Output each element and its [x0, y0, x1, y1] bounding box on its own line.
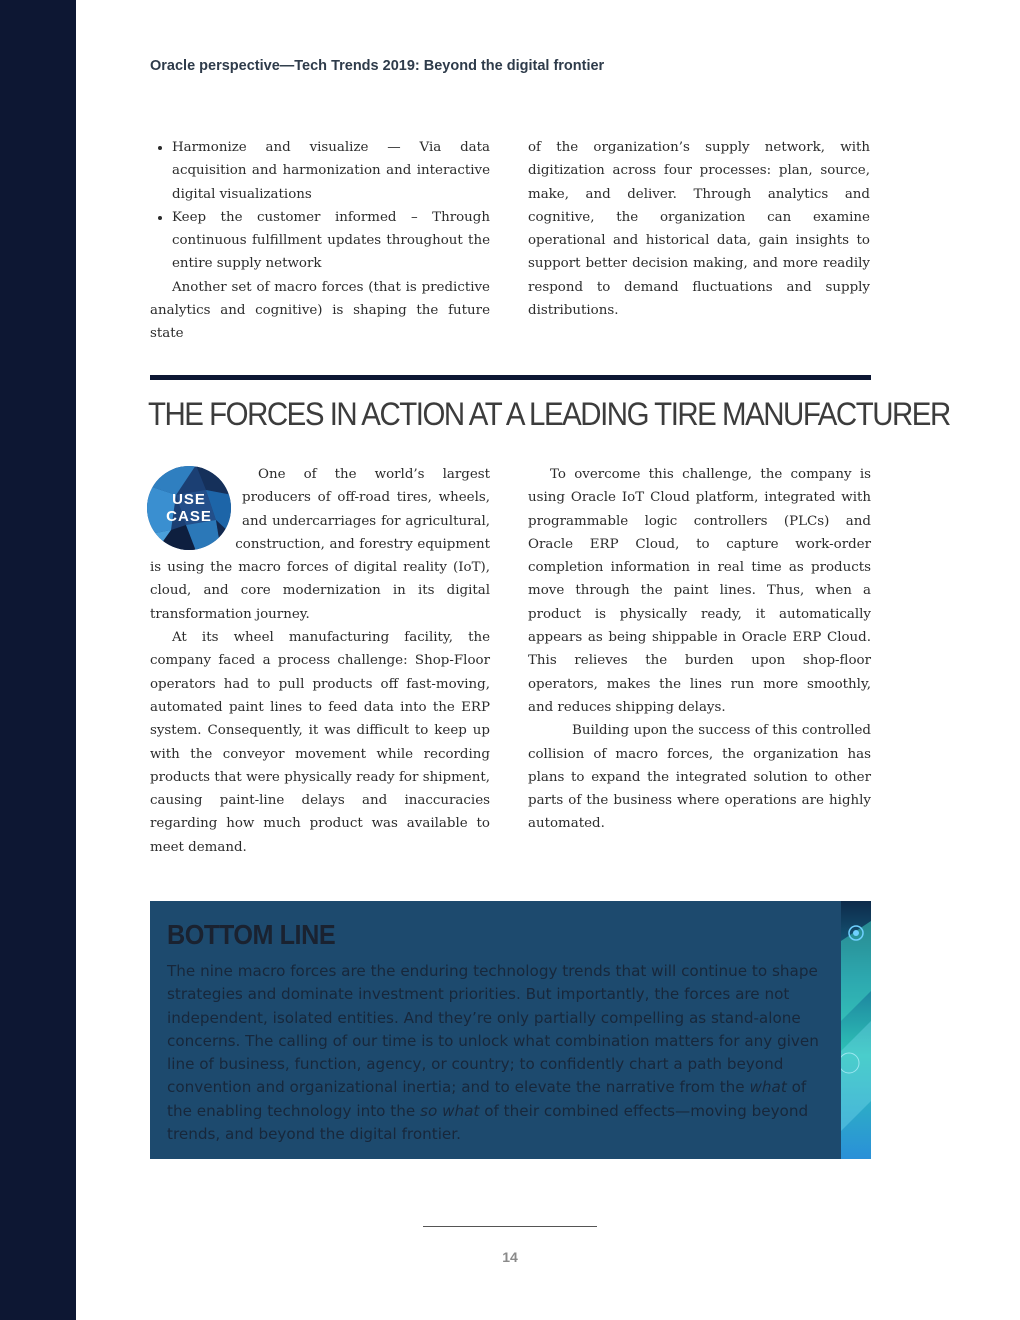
use-case-left-column — [150, 463, 490, 859]
badge-line: CASE — [166, 508, 212, 525]
paragraph: Another set of macro forces (that is predictive analytics and cognitive) is shaping the future state — [150, 279, 490, 342]
paragraph: of the organization’s supply network, with digitization across four processes: plan, source, make, and deliver. Through analytics and cognitive, the organization can examine operational and historical data, gain insights to support better decision making, and more readily respond to demand fluctuations and supply distributions. — [528, 140, 870, 319]
bottom-line-text-part: of the enabling technology into the — [167, 1078, 807, 1120]
use-case-right-column — [528, 463, 871, 836]
left-sidebar-band — [0, 0, 76, 1320]
use-case-badge — [146, 465, 232, 551]
paragraph: One of the world’s largest producers of off-road tires, wheels, and undercarriages for agricultural, construction, and forestry equipment is using the macro forces of digital reality (IoT), cloud, and core modernization in its digital transformation journey. — [150, 467, 490, 622]
bottom-line-text-part: The nine macro forces are the enduring technology trends that will continue to shape strategies and dominate investment priorities. But importantly, the forces are not independent, isolated entities. And they’re only partially compelling as stand-alone concerns. The calling of our time is to unlock what combination matters for any given line of business, function, agency, or country; to confidently chart a path beyond convention and organizational inertia; and to elevate the narrative from the — [167, 962, 819, 1097]
section-heading: THE FORCES IN ACTION AT A LEADING TIRE MANUFACTURER — [148, 396, 950, 432]
decorative-art-strip — [841, 901, 871, 1159]
bottom-line-box — [150, 901, 871, 1159]
bottom-line-emphasis: what — [749, 1078, 787, 1097]
page-number: 14 — [502, 1249, 518, 1265]
bullet-list — [150, 136, 490, 276]
paragraph: At its wheel manufacturing facility, the company faced a process challenge: Shop-Floor operators had to pull products off fast-moving, automated paint lines to feed data into the ERP system. Consequently, it was difficult to keep up with the conveyor movement while recording products that were physically ready for shipment, causing paint-line delays and inaccuracies regarding how much product was available to meet demand. — [150, 630, 490, 855]
top-left-column — [150, 136, 490, 346]
paragraph: Building upon the success of this controlled collision of macro forces, the organization has plans to expand the integrated solution to other parts of the business where operations are highly automated. — [528, 723, 871, 832]
section-rule — [150, 375, 871, 380]
bottom-line-title: BOTTOM LINE — [167, 919, 336, 950]
bottom-line-text — [167, 960, 827, 1146]
running-header: Oracle perspective—Tech Trends 2019: Beyond the digital frontier — [150, 58, 605, 74]
top-right-column — [528, 136, 870, 322]
badge-line: USE — [172, 491, 206, 508]
bullet-item: • Keep the customer informed – Through continuous fulfillment updates throughout the entire supply network — [172, 206, 490, 276]
footer-rule — [423, 1226, 597, 1227]
bottom-line-emphasis: so what — [420, 1101, 480, 1120]
bottom-line-text-part: of their combined effects—moving beyond trends, and beyond the digital frontier. — [167, 1101, 809, 1144]
paragraph: To overcome this challenge, the company is using Oracle IoT Cloud platform, integrated with programmable logic controllers (PLCs) and Oracle ERP Cloud, to capture work-order completion information in real time as products move through the paint lines. Thus, when a product is physically ready, it automatically appears as being shippable in Oracle ERP Cloud. This relieves the burden upon shop-floor operators, makes the lines run more smoothly, and reduces shipping delays. — [528, 467, 871, 715]
bullet-item: • Harmonize and visualize — Via data acquisition and harmonization and interactive digital visualizations — [172, 136, 490, 206]
use-case-badge-label — [146, 491, 232, 525]
